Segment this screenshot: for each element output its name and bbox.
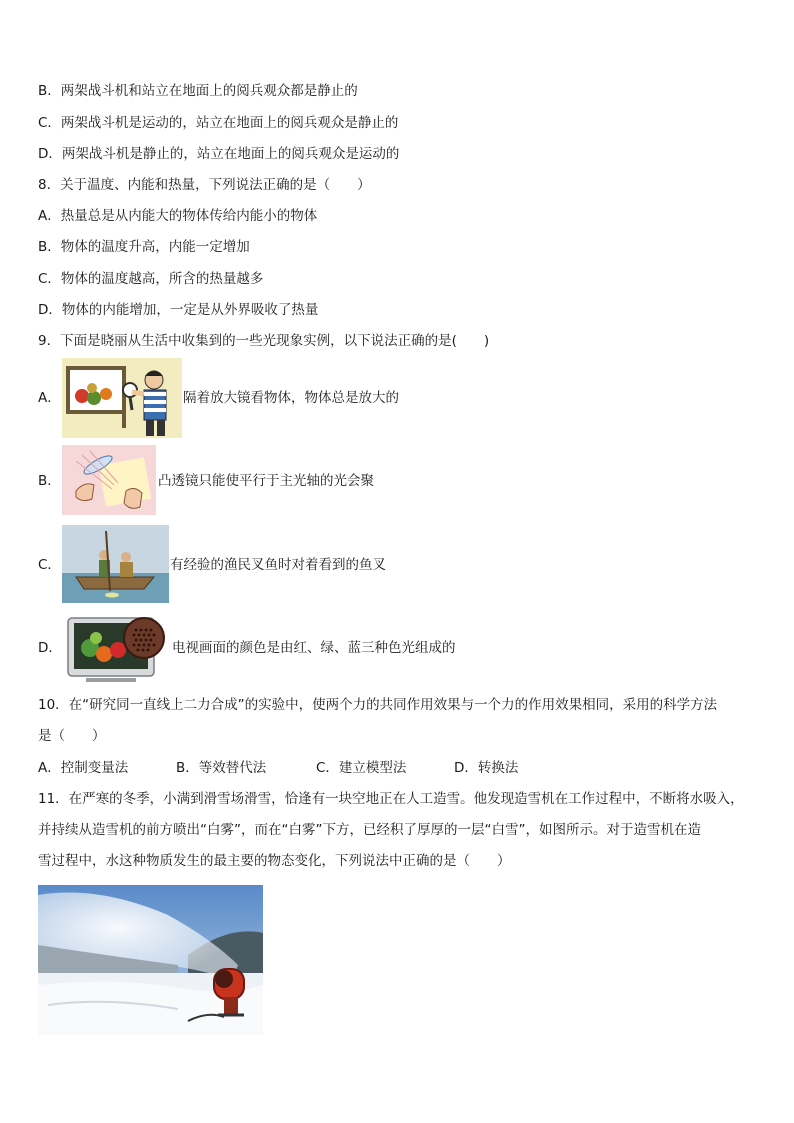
magnifier-illustration — [62, 358, 182, 438]
q8-option-b: B．物体的温度升高，内能一定增加 — [38, 239, 250, 255]
q8-option-c: C．物体的温度越高，所含的热量越多 — [38, 271, 264, 287]
q7-option-b: B．两架战斗机和站立在地面上的阅兵观众都是静止的 — [38, 83, 358, 99]
television-illustration — [66, 614, 170, 684]
q11-stem-line3: 雪过程中，水这种物质发生的最主要的物态变化，下列说法中正确的是（ ） — [38, 853, 511, 869]
q11-stem-line1: 11．在严寒的冬季，小满到滑雪场滑雪，恰逢有一块空地正在人工造雪。他发现造雪机在工作过程中，不断将水吸入， — [38, 791, 744, 807]
q9-option-a-text: 隔着放大镜看物体，物体总是放大的 — [183, 390, 399, 406]
q9-option-b-text: 凸透镜只能使平行于主光轴的光会聚 — [158, 473, 374, 489]
convex-lens-illustration — [62, 445, 156, 515]
q10-option-d: D．转换法 — [454, 760, 519, 776]
q10-option-b: B．等效替代法 — [176, 760, 267, 776]
q10-stem-line2: 是（ ） — [38, 728, 106, 744]
q8-option-a: A．热量总是从内能大的物体传给内能小的物体 — [38, 208, 318, 224]
q7-option-c: C．两架战斗机是运动的，站立在地面上的阅兵观众是静止的 — [38, 115, 399, 131]
q9-option-b-label: B． — [38, 473, 61, 489]
q9-stem: 9．下面是晓丽从生活中收集到的一些光现象实例，以下说法正确的是( ) — [38, 333, 490, 349]
q9-option-c-text: 有经验的渔民叉鱼时对着看到的鱼叉 — [170, 557, 386, 573]
q11-stem-line2: 并持续从造雪机的前方喷出“白雾”，而在“白雾”下方，已经积了厚厚的一层“白雪”，如图所示。对于造雪机在造 — [38, 822, 701, 838]
q9-option-c-label: C． — [38, 557, 61, 573]
q7-option-d: D．两架战斗机是静止的，站立在地面上的阅兵观众是运动的 — [38, 146, 400, 162]
fishing-boat-illustration — [62, 525, 169, 603]
q8-stem: 8．关于温度、内能和热量，下列说法正确的是（ ） — [38, 177, 371, 193]
q10-option-c: C．建立模型法 — [316, 760, 407, 776]
snow-machine-photo — [38, 885, 263, 1035]
q10-option-a: A．控制变量法 — [38, 760, 129, 776]
q8-option-d: D．物体的内能增加，一定是从外界吸收了热量 — [38, 302, 319, 318]
q10-stem-line1: 10．在“研究同一直线上二力合成”的实验中，使两个力的共同作用效果与一个力的作用效果相同，采用的科学方法 — [38, 697, 718, 713]
q9-option-d-label: D． — [38, 640, 62, 656]
q9-option-d-text: 电视画面的颜色是由红、绿、蓝三种色光组成的 — [172, 640, 456, 656]
q10-options — [38, 759, 518, 777]
q9-option-a-label: A． — [38, 390, 61, 406]
